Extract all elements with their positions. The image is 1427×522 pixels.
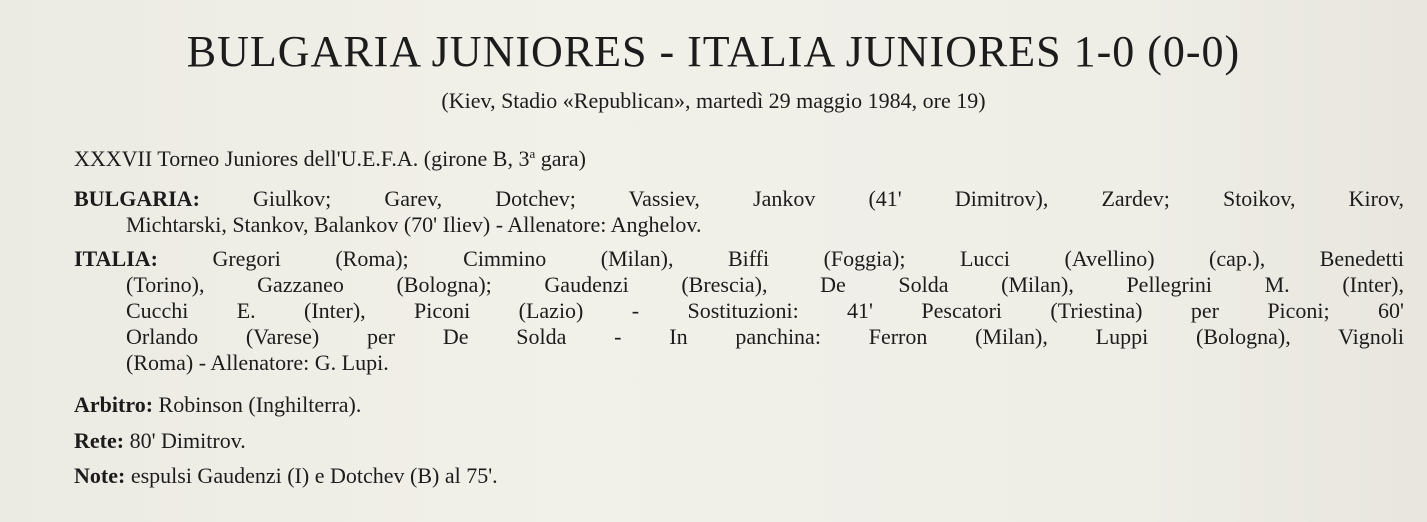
italia-label: ITALIA:	[74, 246, 158, 271]
bulgaria-label: BULGARIA:	[74, 186, 200, 211]
bulgaria-lineup	[74, 186, 1404, 238]
note-line	[74, 463, 498, 489]
tournament-line	[74, 146, 586, 172]
rete-line	[74, 428, 246, 454]
italia-line-3: Cucchi E. (Inter), Piconi (Lazio) - Sostituzioni: 41' Pescatori (Triestina) per Piconi; 60'	[126, 298, 1404, 323]
note-label: Note:	[74, 463, 126, 488]
rete-label: Rete:	[74, 428, 125, 453]
match-title: BULGARIA JUNIORES - ITALIA JUNIORES 1-0 (0-0)	[186, 27, 1241, 76]
arbitro-line	[74, 392, 361, 418]
tournament-tail: gara)	[535, 146, 586, 171]
match-subtitle: (Kiev, Stadio «Republican», martedì 29 maggio 1984, ore 19)	[441, 88, 986, 113]
italia-line-4: Orlando (Varese) per De Solda - In panchina: Ferron (Milan), Luppi (Bologna), Vignoli	[126, 324, 1404, 349]
bulgaria-text-1: Giulkov; Garev, Dotchev; Vassiev, Jankov (41' Dimitrov), Zardev; Stoikov, Kirov,	[199, 186, 1404, 211]
rete-text: 80' Dimitrov.	[124, 428, 246, 453]
italia-lineup	[74, 246, 1404, 376]
arbitro-text: Robinson (Inghilterra).	[153, 392, 362, 417]
italia-line-1	[74, 246, 1404, 272]
italia-line-5: (Roma) - Allenatore: G. Lupi.	[126, 350, 389, 375]
bulgaria-line-2: Michtarski, Stankov, Balankov (70' Iliev) - Allenatore: Anghelov.	[126, 212, 702, 237]
note-text: espulsi Gaudenzi (I) e Dotchev (B) al 75'.	[125, 463, 498, 488]
tournament-text: XXXVII Torneo Juniores dell'U.E.F.A. (girone B, 3	[74, 146, 530, 171]
italia-text-1: Gregori (Roma); Cimmino (Milan), Biffi (Foggia); Lucci (Avellino) (cap.), Benedetti	[157, 246, 1404, 271]
arbitro-label: Arbitro:	[74, 392, 154, 417]
italia-line-2: (Torino), Gazzaneo (Bologna); Gaudenzi (Brescia), De Solda (Milan), Pellegrini M. (Inter),	[126, 272, 1404, 297]
tournament-ordinal: a	[529, 146, 536, 161]
bulgaria-line-1	[74, 186, 1404, 212]
